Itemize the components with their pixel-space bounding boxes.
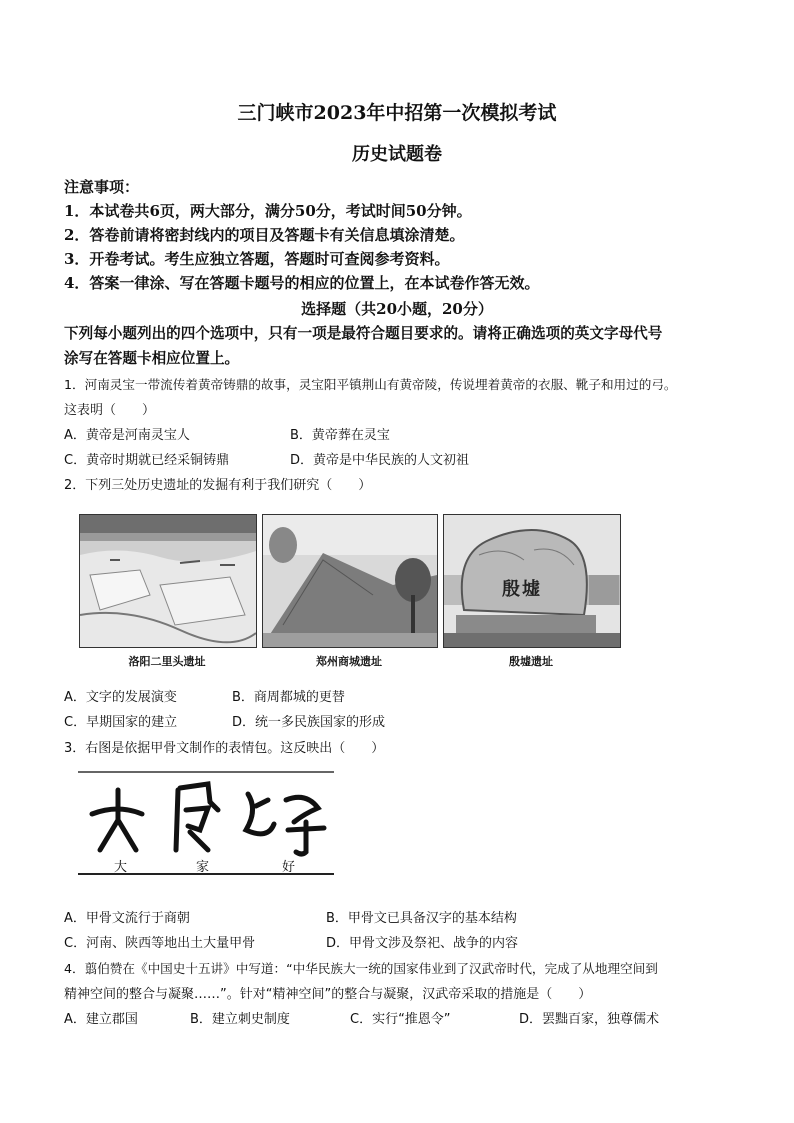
question-2-stem: 2．下列三处历史遗址的发掘有利于我们研究（ ） bbox=[64, 478, 372, 493]
question-2-option-c[interactable]: C．早期国家的建立 bbox=[64, 715, 178, 730]
question-2-option-d[interactable]: D．统一多民族国家的形成 bbox=[232, 715, 386, 730]
question-4-option-a[interactable]: A．建立郡国 bbox=[64, 1012, 138, 1027]
question-1-option-a[interactable]: A．黄帝是河南灵宝人 bbox=[64, 428, 190, 443]
question-1-stem: 这表明（ ） bbox=[64, 403, 156, 418]
glyph-label-jia: 家 bbox=[196, 860, 210, 875]
glyph-label-hao: 好 bbox=[282, 860, 296, 875]
question-4-stem: 精神空间的整合与凝聚……”。针对“精神空间”的整合与凝聚，汉武帝采取的措施是（ ） bbox=[64, 987, 592, 1002]
oracle-bone-emoji-image bbox=[78, 770, 334, 886]
section-instruction: 下列每小题列出的四个选项中，只有一项是最符合题目要求的。请将正确选项的英文字母代号 bbox=[64, 325, 663, 342]
question-4-stem: 4．翦伯赞在《中国史十五讲》中写道：“中华民族大一统的国家伟业到了汉武帝时代，完成了从地理空间到 bbox=[64, 961, 658, 976]
oracle-glyph-hao bbox=[246, 794, 324, 854]
question-3-stem: 3．右图是依据甲骨文制作的表情包。这反映出（ ） bbox=[64, 741, 385, 756]
exam-subtitle: 历史试题卷 bbox=[352, 144, 442, 165]
zhengzhou-photo bbox=[262, 514, 438, 648]
question-3-option-b[interactable]: B．甲骨文已具备汉字的基本结构 bbox=[326, 911, 517, 926]
glyph-label-da: 大 bbox=[114, 860, 128, 875]
section-title: 选择题（共20小题，20分） bbox=[301, 300, 493, 318]
question-4-option-b[interactable]: B．建立刺史制度 bbox=[190, 1012, 290, 1027]
notes-heading: 注意事项： bbox=[64, 178, 140, 196]
question-1-option-b[interactable]: B．黄帝葬在灵宝 bbox=[290, 428, 390, 443]
erlitou-photo bbox=[79, 514, 257, 648]
oracle-glyph-jia bbox=[176, 784, 218, 850]
section-instruction: 涂写在答题卡相应位置上。 bbox=[64, 350, 240, 367]
question-2-option-b[interactable]: B．商周都城的更替 bbox=[232, 690, 345, 705]
exam-title: 三门峡市2023年中招第一次模拟考试 bbox=[237, 102, 557, 124]
erlitou-caption: 洛阳二里头遗址 bbox=[128, 655, 206, 668]
yinxu-caption: 殷墟遗址 bbox=[509, 655, 553, 668]
note-item: 2．答卷前请将密封线内的项目及答题卡有关信息填涂清楚。 bbox=[64, 226, 465, 244]
question-3-option-a[interactable]: A．甲骨文流行于商朝 bbox=[64, 911, 190, 926]
yinxu-stone-inscription: 殷墟 bbox=[502, 579, 542, 600]
note-item: 1．本试卷共6页，两大部分，满分50分，考试时间50分钟。 bbox=[64, 202, 472, 220]
note-item: 3．开卷考试。考生应独立答题，答题时可查阅参考资料。 bbox=[64, 250, 450, 268]
question-2-option-a[interactable]: A．文字的发展演变 bbox=[64, 690, 177, 705]
note-item: 4．答案一律涂、写在答题卡题号的相应的位置上，在本试卷作答无效。 bbox=[64, 274, 540, 292]
question-4-option-c[interactable]: C．实行“推恩令” bbox=[350, 1012, 451, 1027]
question-3-option-d[interactable]: D．甲骨文涉及祭祀、战争的内容 bbox=[326, 936, 519, 951]
yinxu-photo bbox=[443, 514, 621, 648]
question-1-option-c[interactable]: C．黄帝时期就已经采铜铸鼎 bbox=[64, 453, 230, 468]
question-1-stem: 1．河南灵宝一带流传着黄帝铸鼎的故事，灵宝阳平镇荆山有黄帝陵，传说埋着黄帝的衣服、靴子和用过的弓。 bbox=[64, 377, 677, 392]
zhengzhou-caption: 郑州商城遗址 bbox=[316, 655, 382, 668]
question-1-option-d[interactable]: D．黄帝是中华民族的人文初祖 bbox=[290, 453, 470, 468]
question-3-option-c[interactable]: C．河南、陕西等地出土大量甲骨 bbox=[64, 936, 256, 951]
oracle-glyph-da bbox=[92, 790, 142, 850]
question-4-option-d[interactable]: D．罢黜百家，独尊儒术 bbox=[519, 1012, 660, 1027]
